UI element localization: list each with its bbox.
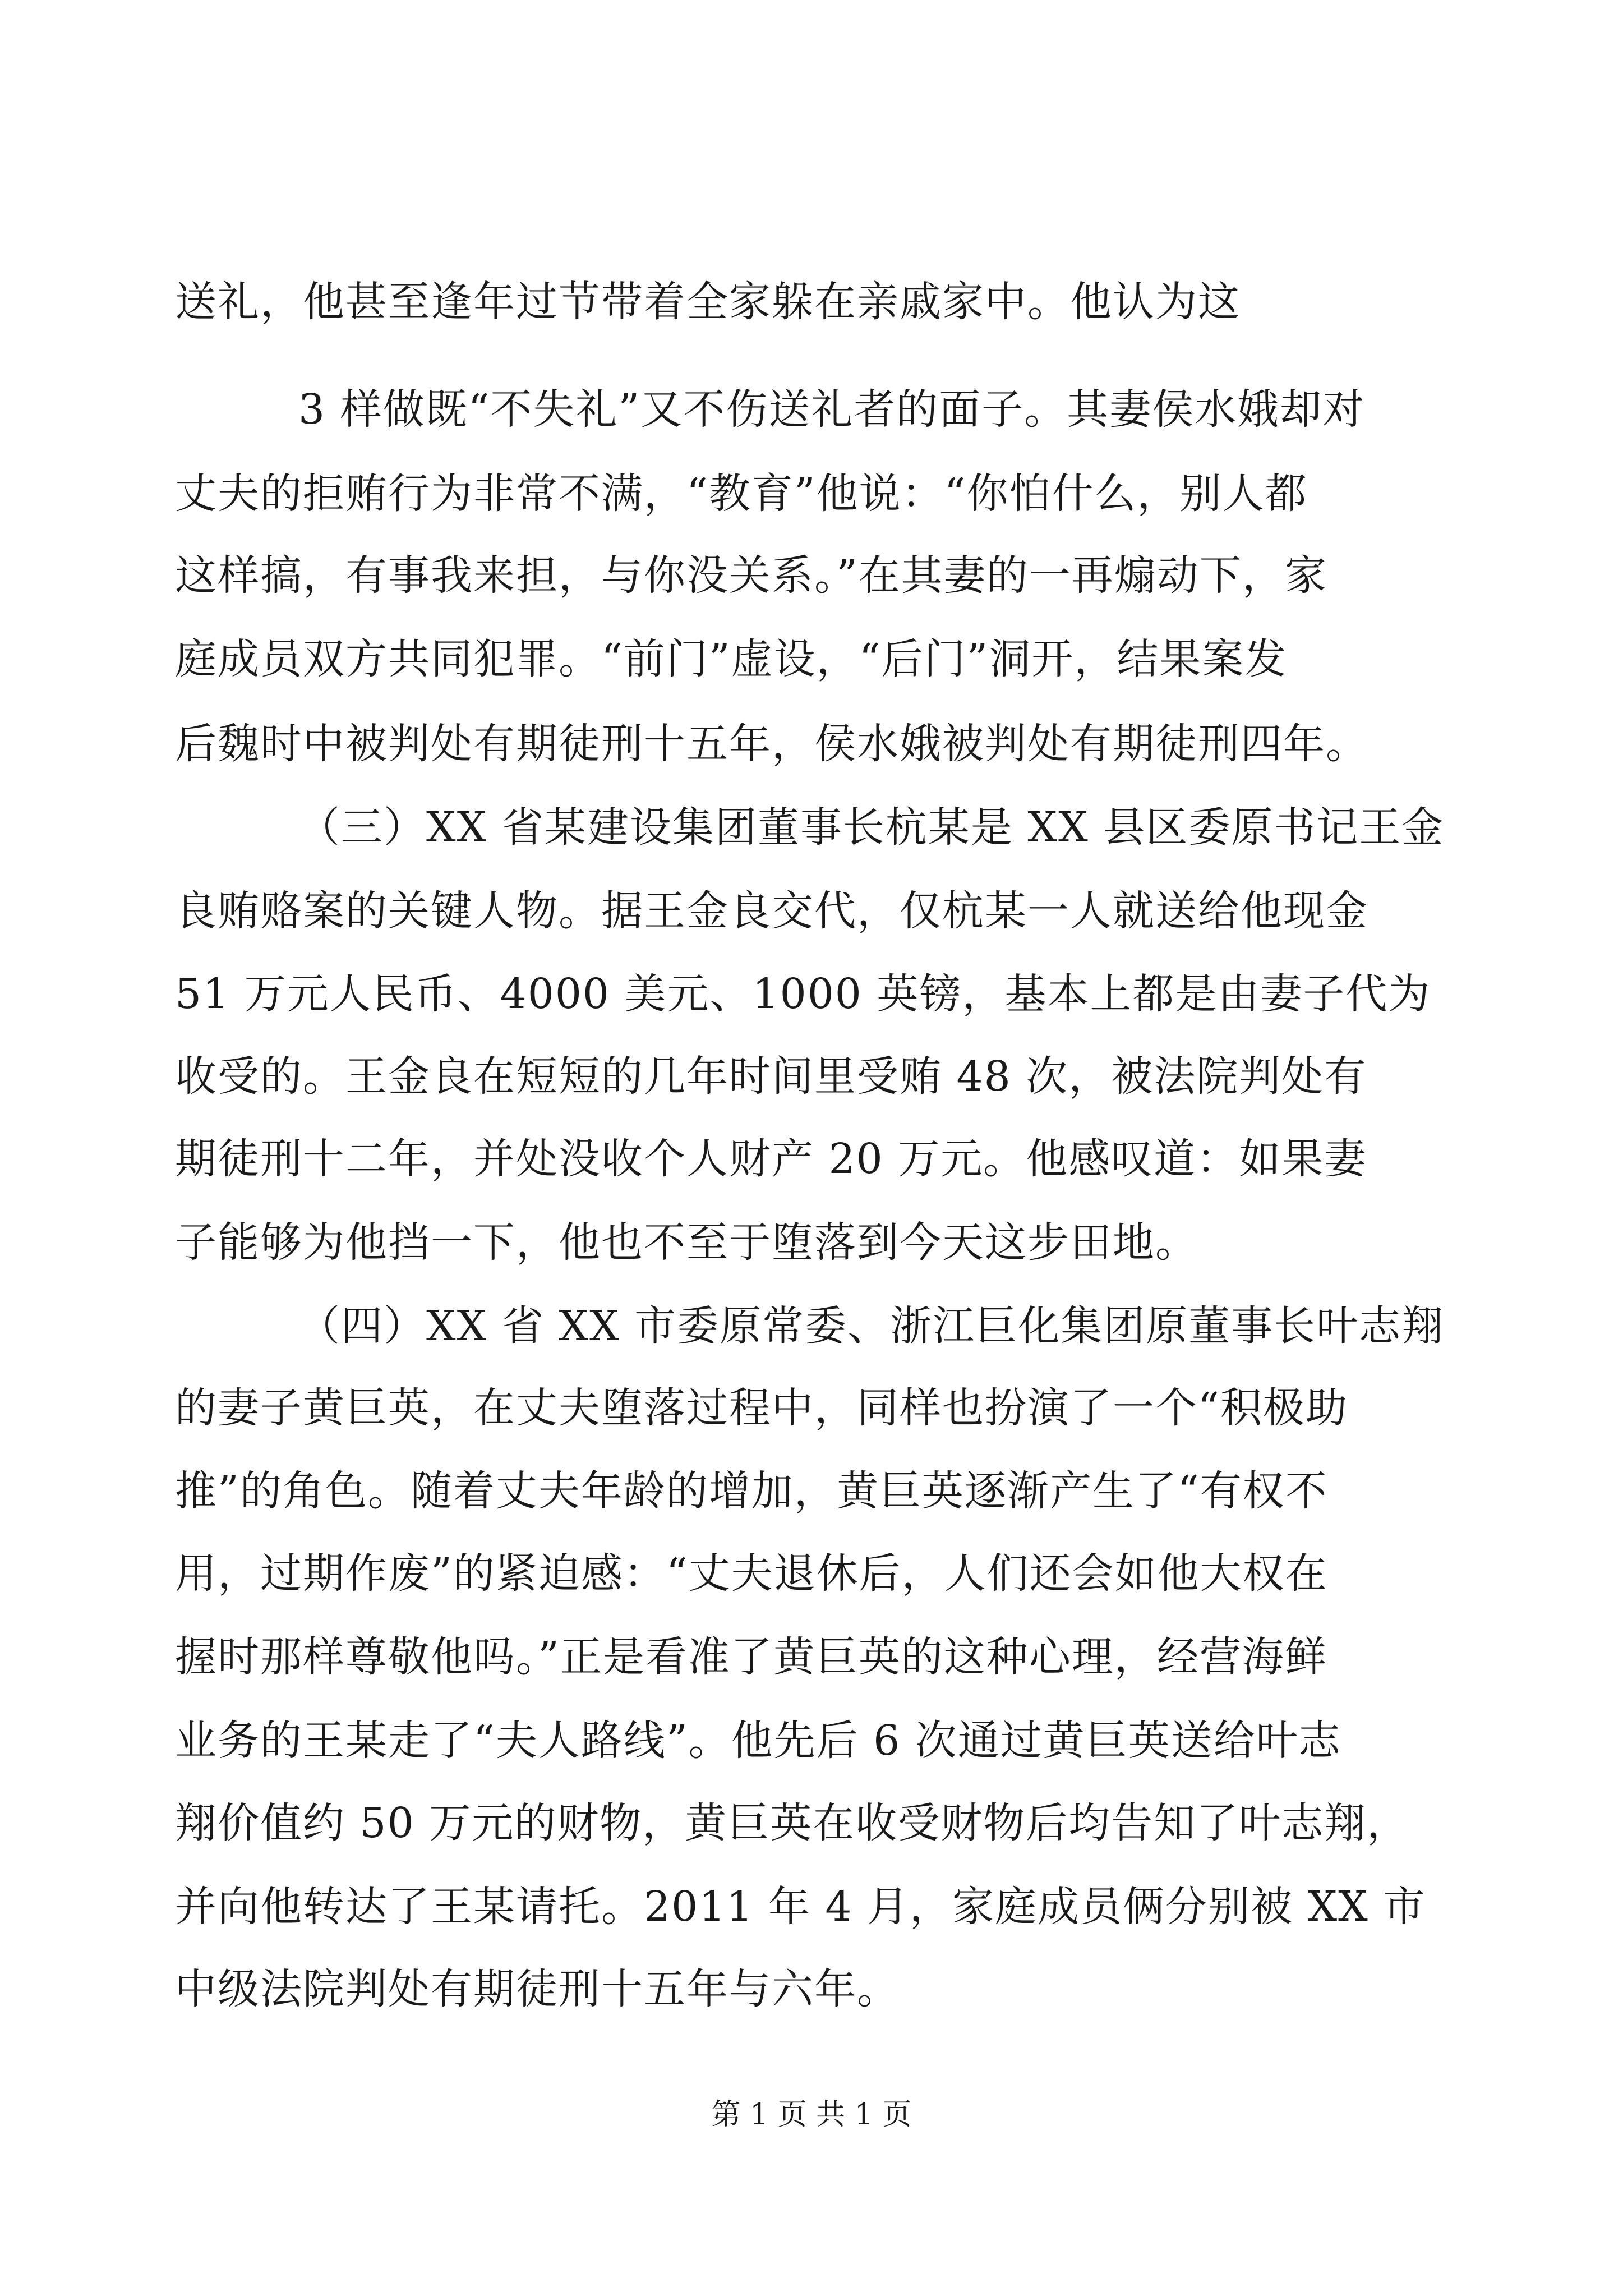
text-line: 庭成员双方共同犯罪。“前门”虚设，“后门”洞开，结果案发 <box>175 635 1288 683</box>
text-line: 期徒刑十二年，并处没收个人财产 20 万元。他感叹道：如果妻 <box>175 1135 1367 1183</box>
text-line: 51 万元人民币、4000 美元、1000 英镑，基本上都是由妻子代为 <box>175 970 1431 1018</box>
text-line: 良贿赂案的关键人物。据王金良交代，仅杭某一人就送给他现金 <box>175 887 1368 935</box>
text-line: （四）XX 省 XX 市委原常委、浙江巨化集团原董事长叶志翔 <box>298 1302 1445 1350</box>
page-footer: 第 1 页 共 1 页 <box>711 2098 912 2132</box>
text-line: 并向他转达了王某请托。2011 年 4 月，家庭成员俩分别被 XX 市 <box>175 1883 1426 1931</box>
text-line: 后魏时中被判处有期徒刑十五年，侯水娥被判处有期徒刑四年。 <box>175 720 1368 768</box>
text-line: 翔价值约 50 万元的财物，黄巨英在收受财物后均告知了叶志翔， <box>175 1799 1410 1847</box>
text-line: 推”的角色。随着丈夫年龄的增加，黄巨英逐渐产生了“有权不 <box>175 1467 1328 1515</box>
text-line: 的妻子黄巨英，在丈夫堕落过程中，同样也扮演了一个“积极助 <box>175 1384 1348 1432</box>
text-line: 中级法院判处有期徒刑十五年与六年。 <box>175 1965 900 2013</box>
text-line: 收受的。王金良在短短的几年时间里受贿 48 次，被法院判处有 <box>175 1052 1367 1101</box>
text-line: 送礼，他甚至逢年过节带着全家躲在亲戚家中。他认为这 <box>175 278 1241 326</box>
text-line: 3 样做既“不失礼”又不伤送礼者的面子。其妻侯水娥却对 <box>298 385 1366 434</box>
text-line: 子能够为他挡一下，他也不至于堕落到今天这步田地。 <box>175 1218 1198 1267</box>
text-line: 这样搞，有事我来担，与你没关系。”在其妻的一再煽动下，家 <box>175 551 1327 600</box>
text-line: 丈夫的拒贿行为非常不满，“教育”他说：“你怕什么，别人都 <box>175 470 1308 518</box>
text-line: 握时那样尊敬他吗。”正是看准了黄巨英的这种心理，经营海鲜 <box>175 1633 1327 1681</box>
text-line: 用，过期作废”的紧迫感：“丈夫退休后，人们还会如他大权在 <box>175 1549 1328 1598</box>
text-line: （三）XX 省某建设集团董事长杭某是 XX 县区委原书记王金 <box>298 803 1445 852</box>
text-line: 业务的王某走了“夫人路线”。他先后 6 次通过黄巨英送给叶志 <box>175 1717 1341 1765</box>
